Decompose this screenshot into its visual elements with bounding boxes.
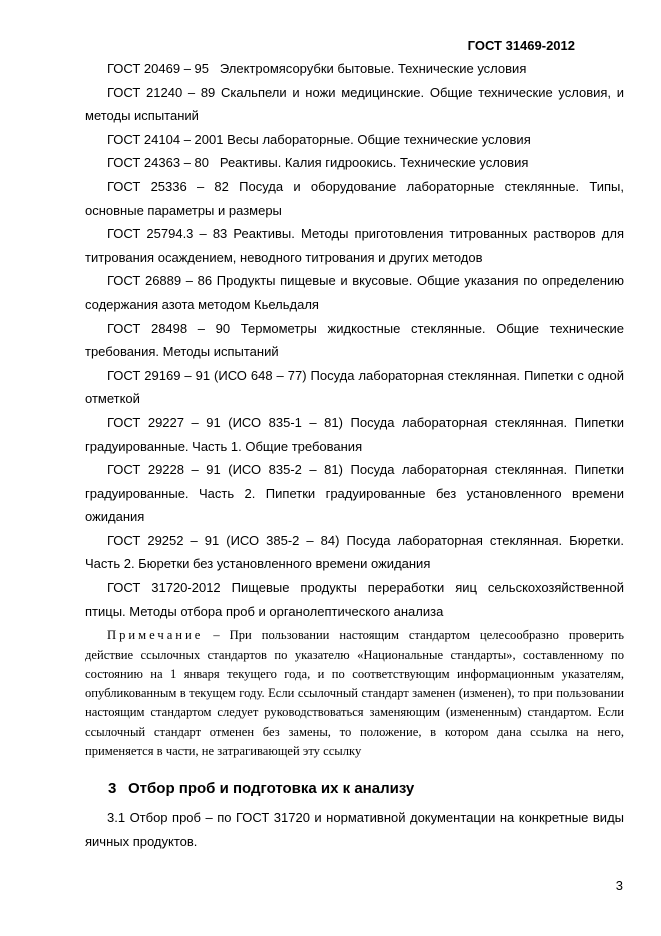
reference-title: Продукты пищевые и вкусовые. Общие указания по определению содержания азота методом Кьельдаля: [85, 273, 624, 312]
section-paragraph: 3.1 Отбор проб – по ГОСТ 31720 и нормативной документации на конкретные виды яичных продуктов.: [85, 810, 624, 849]
reference-item: [85, 317, 624, 364]
reference-item: [85, 175, 624, 222]
reference-code: ГОСТ 25794.3 – 83: [107, 226, 228, 242]
reference-title: Посуда лабораторная стеклянная. Пипетки градуированные. Часть 2. Пипетки градуированные без установленного времени ожидания: [85, 462, 624, 525]
reference-item: [85, 529, 624, 576]
reference-title: Реактивы. Методы приготовления титрованных растворов для титрования осаждением, неводного титрования и других методов: [85, 226, 624, 265]
reference-code: ГОСТ 29227 – 91 (ИСО 835-1 – 81): [107, 414, 343, 430]
reference-item: [85, 269, 624, 316]
reference-item: [85, 364, 624, 411]
reference-code: ГОСТ 29252 – 91 (ИСО 385-2 – 84): [107, 532, 340, 548]
note-label: Примечание: [107, 628, 204, 643]
page-number: 3: [615, 878, 623, 893]
reference-title: Посуда лабораторная стеклянная. Пипетки градуированные. Часть 1. Общие требования: [85, 414, 624, 454]
reference-item: [85, 411, 624, 458]
reference-item: [85, 57, 624, 81]
reference-code: ГОСТ 29228 – 91 (ИСО 835-2 – 81): [107, 462, 343, 478]
reference-code: ГОСТ 29169 – 91 (ИСО 648 – 77): [107, 367, 307, 383]
reference-title: Скальпели и ножи медицинские. Общие технические условия, и методы испытаний: [85, 84, 624, 124]
normative-references: [85, 57, 624, 761]
reference-title: Пищевые продукты переработки яиц сельскохозяйственной птицы. Методы отбора проб и органолептического анализа: [85, 580, 624, 619]
reference-item: [85, 128, 624, 152]
note-paragraph: Примечание – При пользовании настоящим стандартом целесообразно проверить действие ссылочных стандартов по указателю «Национальные стандарты», составленному по состоянию на 1 января текущего года, и по соответствующим информационным указателям, опубликованным в текущем году. Если ссылочный стандарт заменен (изменен), то при пользовании настоящим стандартом следует руководствоваться заменяющим (измененным) стандартом. Если ссылочный стандарт отменен без замены, то положение, в котором дана ссылка на него, применяется в части, не затрагивающей эту ссылку: [85, 628, 624, 759]
reference-item: [85, 151, 624, 175]
note-text: При пользовании настоящим стандартом целесообразно проверить действие ссылочных стандартов по указателю «Национальные стандарты», составленному по состоянию на 1 января текущего года, и по соответствующим информационным указателям, опубликованным в текущем году. Если ссылочный стандарт заменен (изменен), то при пользовании настоящим стандартом следует руководствоваться заменяющим (измененным) стандартом. Если ссылочный стандарт отменен без замены, то положение, в котором дана ссылка на него, применяется в части, не затрагивающей эту ссылку: [85, 628, 624, 759]
reference-code: ГОСТ 24104 – 2001: [107, 131, 224, 147]
reference-code: ГОСТ 20469 – 95: [107, 61, 209, 76]
reference-title: Посуда и оборудование лабораторные стеклянные. Типы, основные параметры и размеры: [85, 178, 624, 218]
reference-code: ГОСТ 25336 – 82: [107, 178, 229, 194]
reference-item: [85, 222, 624, 269]
reference-title: Весы лабораторные. Общие технические условия: [227, 131, 531, 147]
section-title: Отбор проб и подготовка их к анализу: [128, 780, 415, 797]
section-heading: [108, 780, 414, 797]
reference-code: ГОСТ 26889 – 86: [107, 273, 213, 289]
reference-title: Реактивы. Калия гидроокись. Технические условия: [219, 155, 529, 171]
reference-item: [85, 458, 624, 529]
reference-code: ГОСТ 24363 – 80: [107, 155, 209, 171]
section-number: 3: [108, 780, 117, 797]
reference-title: Посуда лабораторная стеклянная. Бюретки. Часть 2. Бюретки без установленного времени ожидания: [85, 532, 624, 572]
reference-code: ГОСТ 28498 – 90: [107, 320, 231, 336]
reference-title: Посуда лабораторная стеклянная. Пипетки с одной отметкой: [85, 367, 624, 407]
document-header-code: ГОСТ 31469-2012: [467, 38, 575, 53]
reference-code: ГОСТ 31720-2012: [107, 580, 221, 596]
reference-item: [85, 576, 624, 623]
reference-code: ГОСТ 21240 – 89: [107, 84, 216, 100]
reference-item: [85, 81, 624, 128]
reference-title: Электромясорубки бытовые. Технические условия: [219, 61, 527, 76]
reference-title: Термометры жидкостные стеклянные. Общие технические требования. Методы испытаний: [85, 320, 624, 360]
